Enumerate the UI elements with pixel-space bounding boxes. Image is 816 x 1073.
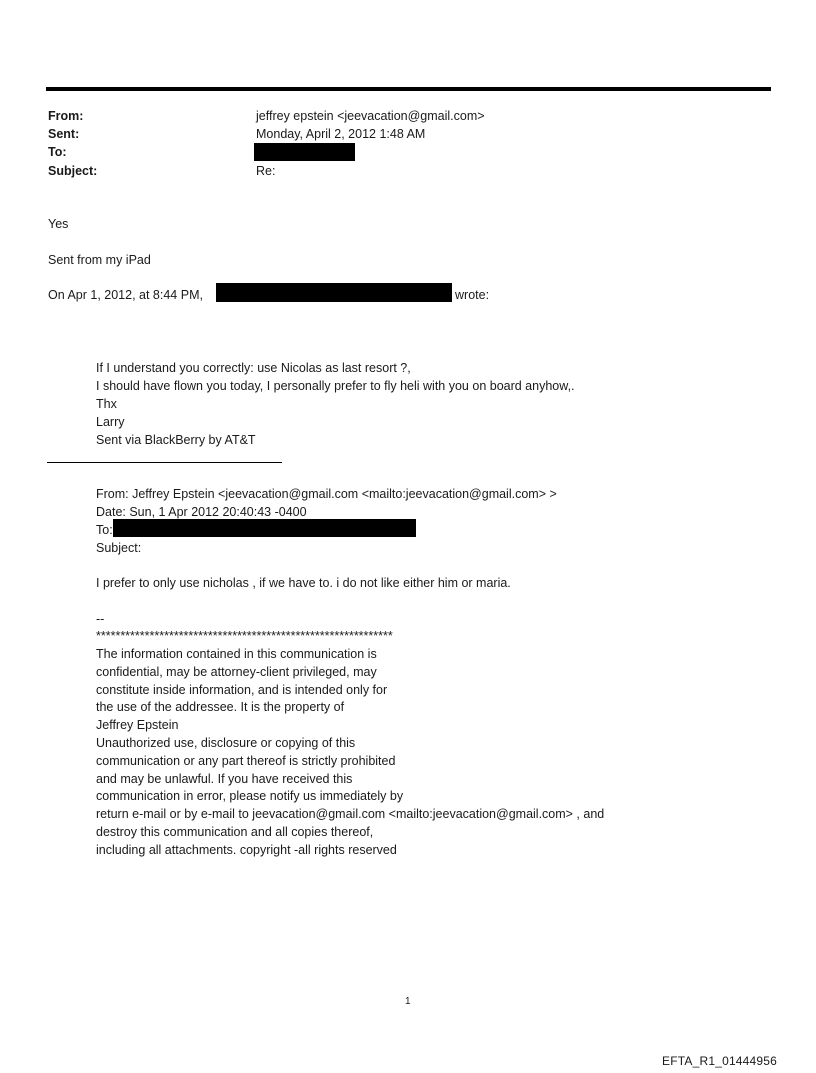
bates-number: EFTA_R1_01444956 xyxy=(662,1054,778,1068)
from-value: jeffrey epstein <jeevacation@gmail.com> xyxy=(256,109,485,123)
quote-intro-suffix: wrote: xyxy=(455,288,490,302)
to-redaction xyxy=(254,143,355,161)
disclaimer-line: confidential, may be attorney-client privileged, may xyxy=(96,664,377,679)
page-number: 1 xyxy=(405,996,411,1007)
signature-stars: ************************************************************* xyxy=(96,629,393,643)
disclaimer-line: the use of the addressee. It is the property of xyxy=(96,700,345,715)
to-label: To: xyxy=(48,145,67,159)
subject-value: Re: xyxy=(256,164,276,178)
disclaimer-line: constitute inside information, and is intended only for xyxy=(96,682,388,697)
sent-value: Monday, April 2, 2012 1:48 AM xyxy=(256,127,426,141)
quoted-line: If I understand you correctly: use Nicolas as last resort ?, xyxy=(96,361,411,375)
reply-text: Yes xyxy=(48,217,69,231)
quote-sender-redaction xyxy=(216,283,452,302)
disclaimer-line: The information contained in this communication is xyxy=(96,647,377,661)
disclaimer-line: destroy this communication and all copies thereof, xyxy=(96,824,374,839)
original-to-redaction xyxy=(113,519,416,537)
disclaimer-block xyxy=(96,646,604,860)
quoted-line: Thx xyxy=(96,397,117,411)
original-to-label: To: xyxy=(96,523,113,537)
signature-dashes: -- xyxy=(96,612,105,626)
quote-divider xyxy=(47,462,282,463)
original-body: I prefer to only use nicholas , if we have to. i do not like either him or maria. xyxy=(96,576,511,590)
disclaimer-line: communication in error, please notify us immediately by xyxy=(96,789,404,804)
quote-intro-prefix: On Apr 1, 2012, at 8:44 PM, xyxy=(48,288,203,302)
subject-label: Subject: xyxy=(48,164,98,178)
reply-signature: Sent from my iPad xyxy=(48,253,151,267)
disclaimer-line: return e-mail or by e-mail to jeevacation@gmail.com <mailto:jeevacation@gmail.com> , and xyxy=(96,807,605,822)
sent-label: Sent: xyxy=(48,127,80,141)
original-date-line: Date: Sun, 1 Apr 2012 20:40:43 -0400 xyxy=(96,505,307,519)
header-rule xyxy=(46,87,771,91)
quoted-line: Sent via BlackBerry by AT&T xyxy=(96,433,256,447)
quoted-line: I should have flown you today, I personally prefer to fly heli with you on board anyhow,. xyxy=(96,379,575,393)
disclaimer-line: including all attachments. copyright -all rights reserved xyxy=(96,842,397,857)
from-label: From: xyxy=(48,109,84,123)
original-from-line: From: Jeffrey Epstein <jeevacation@gmail.com <mailto:jeevacation@gmail.com> > xyxy=(96,487,557,501)
quoted-line: Larry xyxy=(96,415,125,429)
original-subject-line: Subject: xyxy=(96,541,142,555)
disclaimer-line: and may be unlawful. If you have received this xyxy=(96,771,353,786)
disclaimer-line: communication or any part thereof is strictly prohibited xyxy=(96,753,396,768)
disclaimer-line: Jeffrey Epstein xyxy=(96,718,179,733)
disclaimer-line: Unauthorized use, disclosure or copying of this xyxy=(96,735,356,750)
